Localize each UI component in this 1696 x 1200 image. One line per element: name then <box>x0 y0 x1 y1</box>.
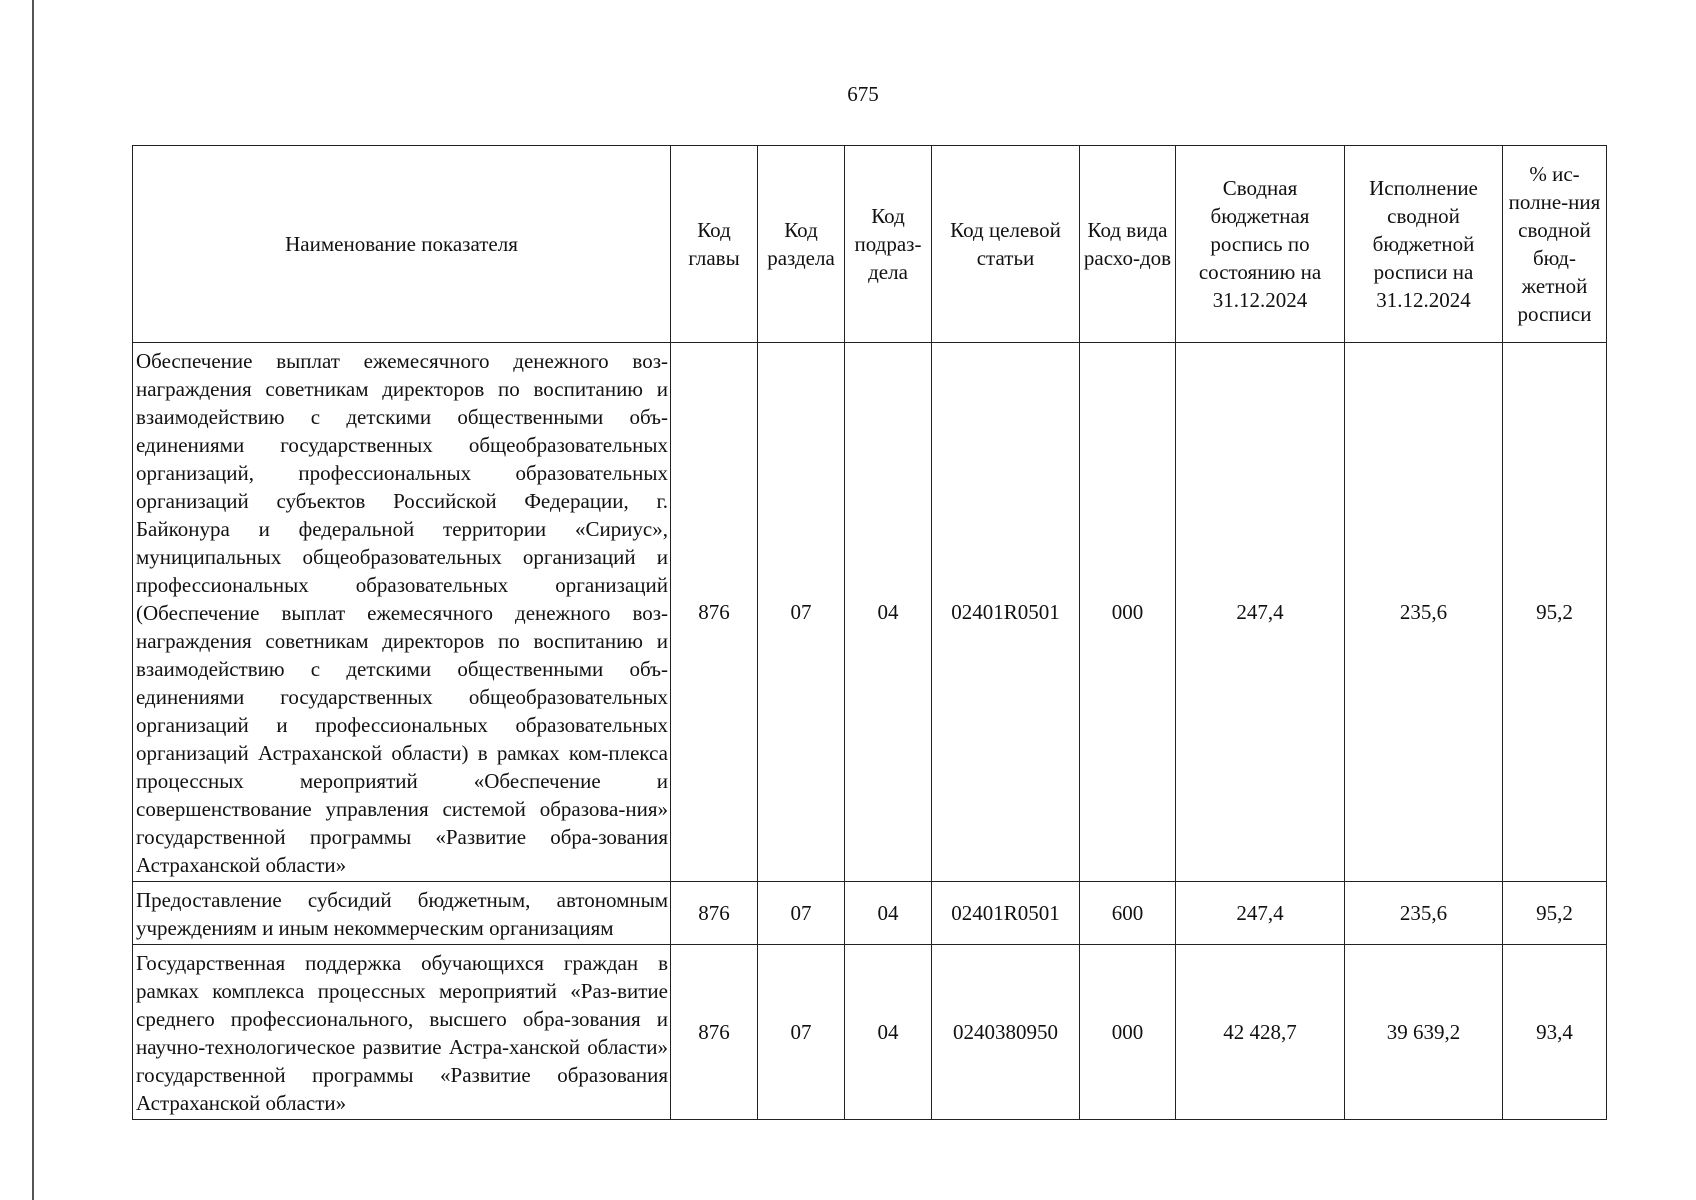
row-target-code: 0240380950 <box>932 945 1080 1120</box>
row-percent: 95,2 <box>1503 343 1607 882</box>
row-execution: 235,6 <box>1345 343 1503 882</box>
row-percent: 95,2 <box>1503 882 1607 945</box>
row-chapter-code: 876 <box>671 945 758 1120</box>
page-number: 675 <box>847 82 879 106</box>
row-target-code: 02401R0501 <box>932 343 1080 882</box>
row-name: Обеспечение выплат ежемесячного денежного воз-награждения советникам директоров по воспитанию и взаимодействию с детскими общественными объ-единениями государственных общеобразовательных организаций, профессиональных образовательных организаций субъектов Российской Федерации, г. Байконура и федеральной территории «Сириус», муниципальных общеобразовательных организаций и профессиональных образовательных организаций (Обеспечение выплат ежемесячного денежного воз-награждения советникам директоров по воспитанию и взаимодействию с детскими общественными объ-единениями государственных общеобразовательных организаций и профессиональных образовательных организаций Астраханской области) в рамках ком-плекса процессных мероприятий «Обеспечение и совершенствование управления системой образова-ния» государственной программы «Развитие обра-зования Астраханской области» <box>133 343 671 882</box>
row-name: Предоставление субсидий бюджетным, автономным учреждениям и иным некоммерческим организациям <box>133 882 671 945</box>
table-row <box>133 343 1607 882</box>
row-subsection-code: 04 <box>845 945 932 1120</box>
row-name: Государственная поддержка обучающихся граждан в рамках комплекса процессных мероприятий «Раз-витие среднего профессионального, высшего обра-зования и научно-технологическое развитие Астра-ханской области» государственной программы «Развитие образования Астраханской области» <box>133 945 671 1120</box>
row-expense-type-code: 000 <box>1080 343 1176 882</box>
row-budget-plan: 42 428,7 <box>1176 945 1345 1120</box>
header-name: Наименование показателя <box>133 146 671 343</box>
row-expense-type-code: 000 <box>1080 945 1176 1120</box>
row-execution: 39 639,2 <box>1345 945 1503 1120</box>
header-section-code: Код раздела <box>758 146 845 343</box>
row-target-code: 02401R0501 <box>932 882 1080 945</box>
header-target-code: Код целевой статьи <box>932 146 1080 343</box>
row-section-code: 07 <box>758 945 845 1120</box>
header-chapter-code: Код главы <box>671 146 758 343</box>
table-row <box>133 945 1607 1120</box>
row-section-code: 07 <box>758 343 845 882</box>
row-subsection-code: 04 <box>845 882 932 945</box>
table-row <box>133 882 1607 945</box>
header-percent: % ис-полне-ния сводной бюд-жетной росписи <box>1503 146 1607 343</box>
row-budget-plan: 247,4 <box>1176 343 1345 882</box>
row-section-code: 07 <box>758 882 845 945</box>
row-budget-plan: 247,4 <box>1176 882 1345 945</box>
row-subsection-code: 04 <box>845 343 932 882</box>
budget-execution-table <box>132 145 1607 1120</box>
row-chapter-code: 876 <box>671 882 758 945</box>
header-execution: Исполнение сводной бюджетной росписи на 31.12.2024 <box>1345 146 1503 343</box>
header-budget-plan: Сводная бюджетная роспись по состоянию на 31.12.2024 <box>1176 146 1345 343</box>
table-header-row <box>133 146 1607 343</box>
row-chapter-code: 876 <box>671 343 758 882</box>
row-execution: 235,6 <box>1345 882 1503 945</box>
header-subsection-code: Код подраз-дела <box>845 146 932 343</box>
row-percent: 93,4 <box>1503 945 1607 1120</box>
row-expense-type-code: 600 <box>1080 882 1176 945</box>
header-expense-type-code: Код вида расхо-дов <box>1080 146 1176 343</box>
scan-edge-line <box>32 0 34 1200</box>
